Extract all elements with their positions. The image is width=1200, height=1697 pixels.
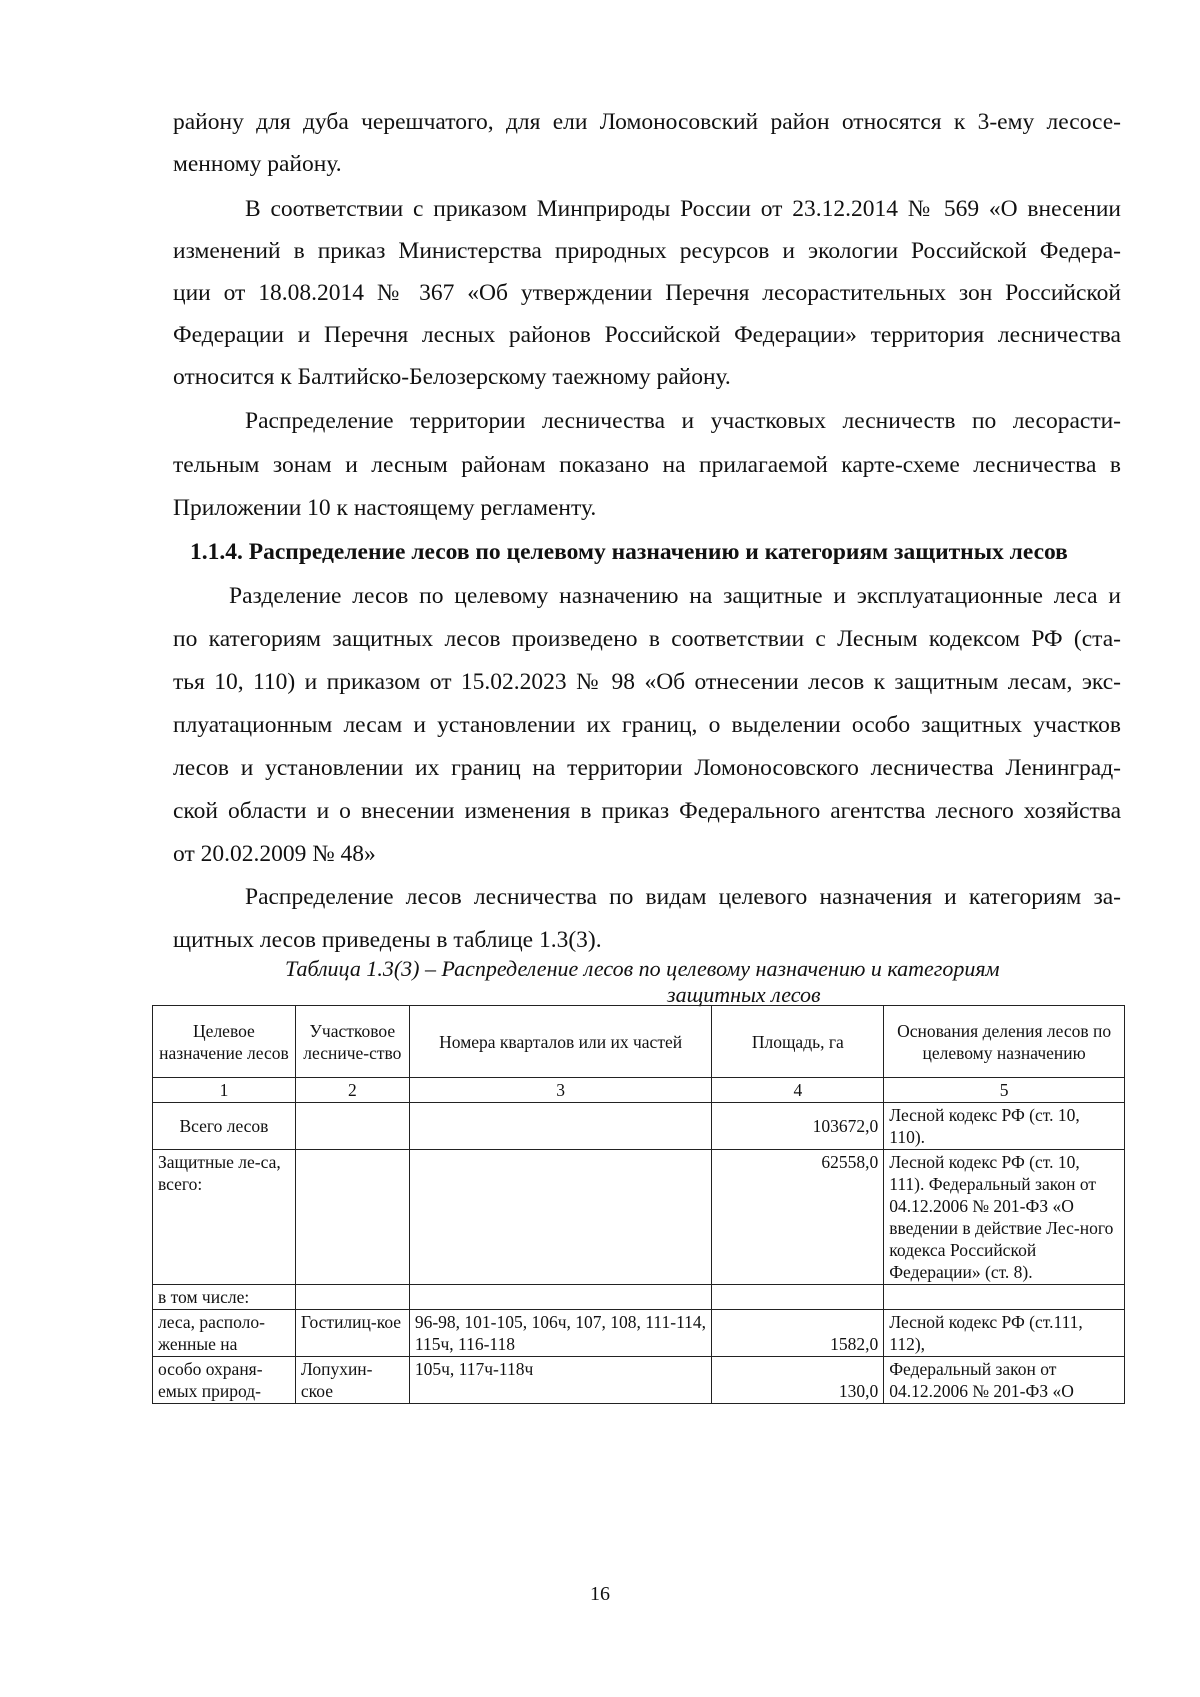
table-caption-continued: защитных лесов bbox=[667, 982, 821, 1007]
cell-quarters bbox=[409, 1103, 712, 1150]
cell-quarters bbox=[409, 1150, 712, 1285]
column-number: 3 bbox=[409, 1078, 712, 1103]
table-row bbox=[153, 1285, 1125, 1310]
forest-distribution-table bbox=[152, 1005, 1125, 1404]
paragraph-line: району для дуба черешчатого, для ели Ломоносовский район относятся к 3-ему лесосе- bbox=[173, 109, 1121, 135]
cell-basis: Федеральный закон от 04.12.2006 № 201-ФЗ «О bbox=[884, 1357, 1125, 1404]
cell-district: Гостилиц-кое bbox=[295, 1310, 409, 1357]
paragraph-line: В соответствии с приказом Минприроды России от 23.12.2014 № 569 «О внесении bbox=[245, 196, 1121, 222]
column-number: 1 bbox=[153, 1078, 296, 1103]
paragraph-line: плуатационным лесам и установлении их границ, о выделении особо защитных участков bbox=[173, 712, 1121, 738]
column-number-row bbox=[153, 1078, 1125, 1103]
cell-quarters: 105ч, 117ч-118ч bbox=[409, 1357, 712, 1404]
paragraph-line: от 20.02.2009 № 48» bbox=[173, 841, 376, 867]
paragraph-line: тья 10, 110) и приказом от 15.02.2023 № 98 «Об отнесении лесов к защитным лесам, экс- bbox=[173, 669, 1121, 695]
header-area: Площадь, га bbox=[712, 1006, 884, 1078]
cell-basis: Лесной кодекс РФ (ст. 10, 111). Федеральный закон от 04.12.2006 № 201-ФЗ «О введении в действие Лес-ного кодекса Российской Федерации» (ст. 8). bbox=[884, 1150, 1125, 1285]
cell-basis: Лесной кодекс РФ (ст.111, 112), bbox=[884, 1310, 1125, 1357]
paragraph-line: ской области и о внесении изменения в приказ Федерального агентства лесного хозяйства bbox=[173, 798, 1121, 824]
table-row bbox=[153, 1357, 1125, 1404]
cell-area: 103672,0 bbox=[712, 1103, 884, 1150]
paragraph-line: ции от 18.08.2014 № 367 «Об утверждении Перечня лесорастительных зон Российской bbox=[173, 280, 1121, 306]
cell-district bbox=[295, 1150, 409, 1285]
cell-purpose: Всего лесов bbox=[153, 1103, 296, 1150]
paragraph-line: лесов и установлении их границ на территории Ломоносовского лесничества Ленинград- bbox=[173, 755, 1121, 781]
cell-area bbox=[712, 1285, 884, 1310]
table-header-row bbox=[153, 1006, 1125, 1078]
paragraph-line: изменений в приказ Министерства природных ресурсов и экологии Российской Федера- bbox=[173, 238, 1121, 264]
table-caption: Таблица 1.3(3) – Распределение лесов по целевому назначению и категориям bbox=[285, 956, 1000, 981]
paragraph-line: относится к Балтийско-Белозерскому таежному району. bbox=[173, 364, 731, 390]
cell-area: 62558,0 bbox=[712, 1150, 884, 1285]
table-row bbox=[153, 1310, 1125, 1357]
cell-district bbox=[295, 1285, 409, 1310]
cell-quarters: 96-98, 101-105, 106ч, 107, 108, 111-114, 115ч, 116-118 bbox=[409, 1310, 712, 1357]
paragraph-line: тельным зонам и лесным районам показано на прилагаемой карте-схеме лесничества в bbox=[173, 452, 1121, 478]
cell-district bbox=[295, 1103, 409, 1150]
table-row bbox=[153, 1150, 1125, 1285]
column-number: 2 bbox=[295, 1078, 409, 1103]
cell-district: Лопухин-ское bbox=[295, 1357, 409, 1404]
header-district: Участковое лесниче-ство bbox=[295, 1006, 409, 1078]
paragraph-line: щитных лесов приведены в таблице 1.3(3). bbox=[173, 927, 602, 953]
paragraph-line: Распределение территории лесничества и участковых лесничеств по лесорасти- bbox=[245, 408, 1121, 434]
cell-purpose: особо охраня-емых природ- bbox=[153, 1357, 296, 1404]
paragraph-line: по категориям защитных лесов произведено в соответствии с Лесным кодексом РФ (ста- bbox=[173, 626, 1121, 652]
paragraph-line: менному району. bbox=[173, 151, 342, 177]
header-quarters: Номера кварталов или их частей bbox=[409, 1006, 712, 1078]
header-basis: Основания деления лесов по целевому назначению bbox=[884, 1006, 1125, 1078]
paragraph-line: Приложении 10 к настоящему регламенту. bbox=[173, 495, 597, 521]
paragraph-line: Разделение лесов по целевому назначению на защитные и эксплуатационные леса и bbox=[229, 583, 1121, 609]
cell-basis: Лесной кодекс РФ (ст. 10, 110). bbox=[884, 1103, 1125, 1150]
cell-area: 130,0 bbox=[712, 1357, 884, 1404]
cell-basis bbox=[884, 1285, 1125, 1310]
header-purpose: Целевое назначение лесов bbox=[153, 1006, 296, 1078]
cell-purpose: Защитные ле-са, всего: bbox=[153, 1150, 296, 1285]
cell-purpose: леса, располо-женные на bbox=[153, 1310, 296, 1357]
column-number: 4 bbox=[712, 1078, 884, 1103]
paragraph-line: Федерации и Перечня лесных районов Российской Федерации» территория лесничества bbox=[173, 322, 1121, 348]
column-number: 5 bbox=[884, 1078, 1125, 1103]
cell-area: 1582,0 bbox=[712, 1310, 884, 1357]
cell-purpose: в том числе: bbox=[153, 1285, 296, 1310]
page-number: 16 bbox=[590, 1583, 610, 1605]
table-row bbox=[153, 1103, 1125, 1150]
paragraph-line: Распределение лесов лесничества по видам целевого назначения и категориям за- bbox=[245, 884, 1121, 910]
cell-quarters bbox=[409, 1285, 712, 1310]
section-heading: 1.1.4. Распределение лесов по целевому назначению и категориям защитных лесов bbox=[190, 539, 1068, 565]
